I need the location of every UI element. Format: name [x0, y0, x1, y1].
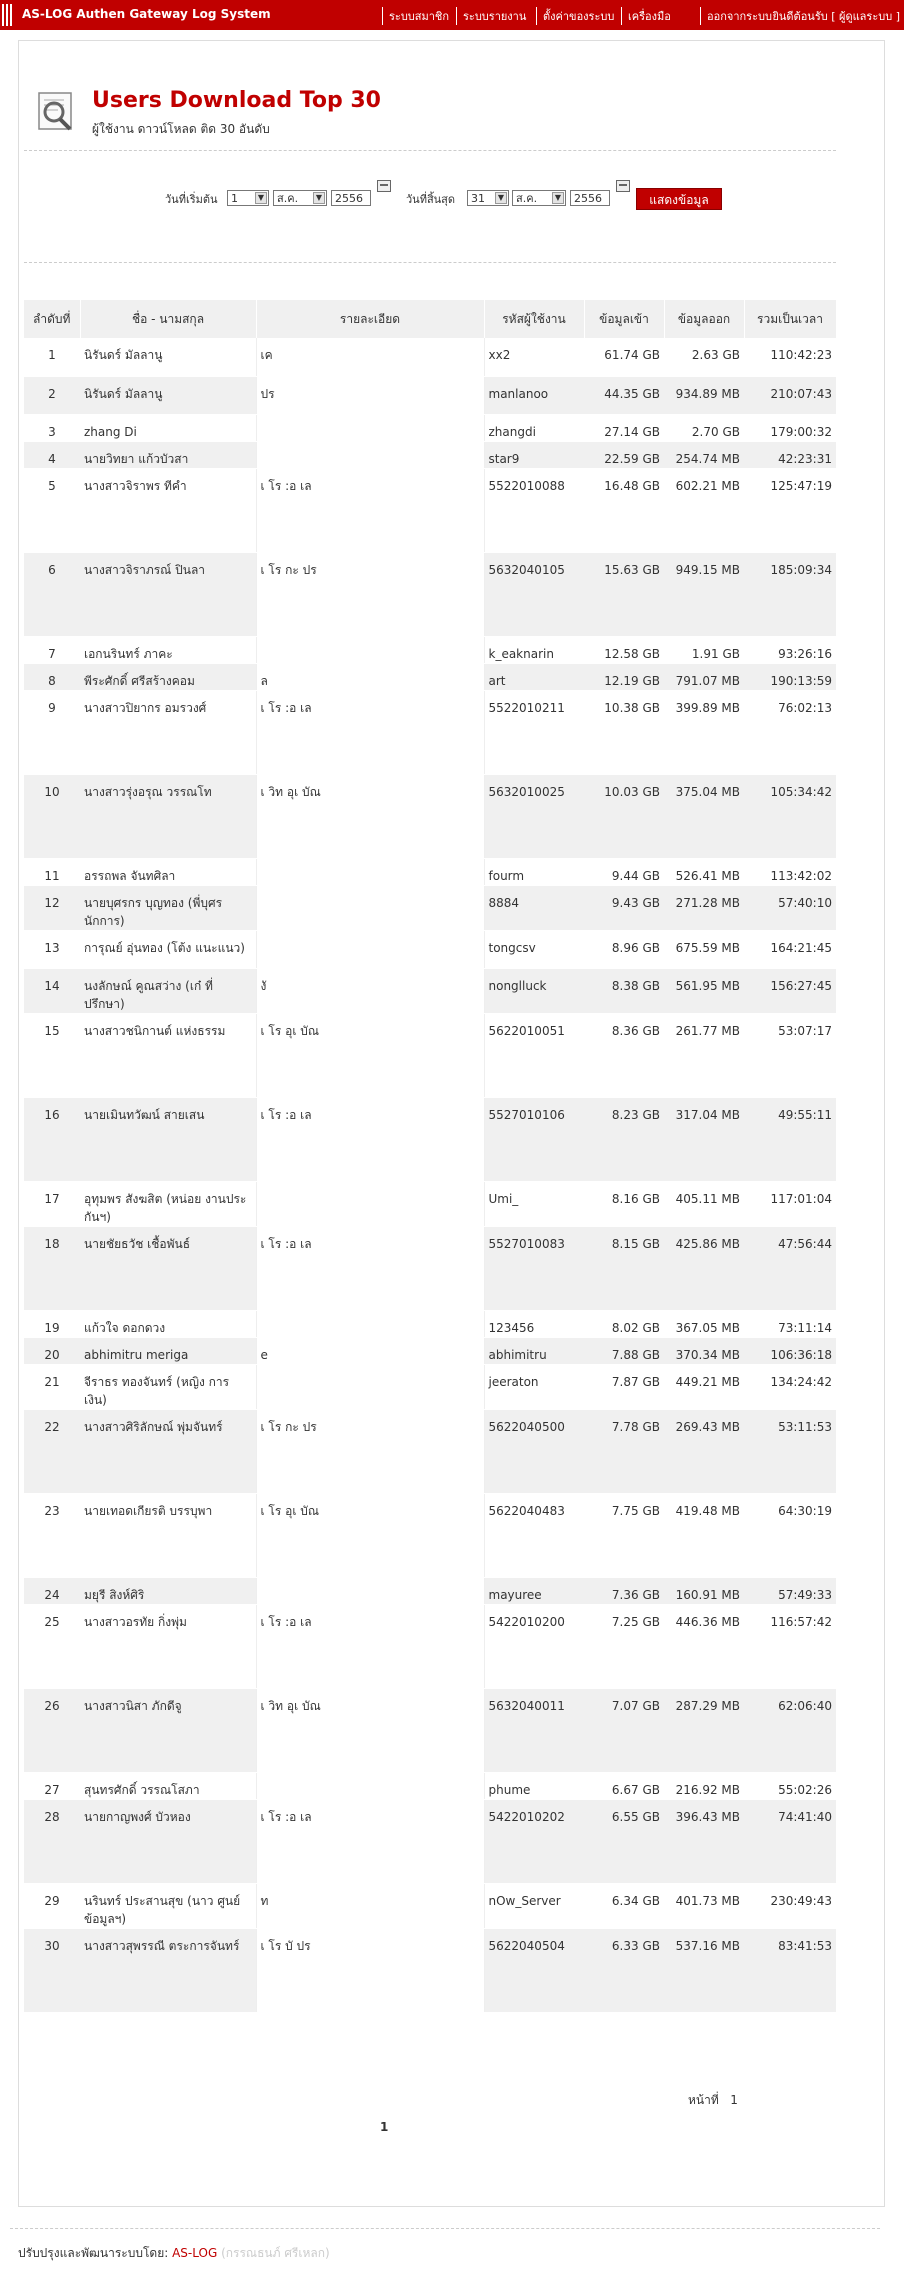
- cell-in: 6.33 GB: [584, 1928, 664, 2012]
- cell-in: 9.43 GB: [584, 885, 664, 930]
- start-date-label: วันที่เริ่มต้น: [165, 193, 218, 206]
- cell-in: 8.38 GB: [584, 968, 664, 1013]
- cell-detail: เ วิท อุเ บัณ: [256, 774, 484, 858]
- table-row: [24, 1310, 836, 1337]
- cell-detail: เ โร อุเ บัณ: [256, 1013, 484, 1097]
- cell-time: 53:11:53: [744, 1409, 836, 1493]
- cell-time: 73:11:14: [744, 1310, 836, 1337]
- cell-detail: เ โร อุเ บัณ: [256, 1493, 484, 1577]
- cell-time: 116:57:42: [744, 1604, 836, 1688]
- cell-detail: เ โร :อ เล: [256, 690, 484, 774]
- table-row: [24, 1181, 836, 1226]
- divider: [24, 262, 836, 263]
- footer: [18, 2244, 330, 2263]
- cell-user: jeeraton: [484, 1364, 584, 1409]
- show-data-button[interactable]: แสดงข้อมูล: [636, 188, 722, 210]
- cell-no: 20: [24, 1337, 80, 1364]
- chevron-down-icon: ▼: [255, 192, 267, 204]
- cell-out: 269.43 MB: [664, 1409, 744, 1493]
- cell-in: 44.35 GB: [584, 376, 664, 414]
- app-title: AS-LOG Authen Gateway Log System: [22, 7, 271, 21]
- cell-user: 5622040504: [484, 1928, 584, 2012]
- cell-out: 419.48 MB: [664, 1493, 744, 1577]
- cell-detail: [256, 1181, 484, 1226]
- cell-out: 2.70 GB: [664, 414, 744, 441]
- cell-out: 561.95 MB: [664, 968, 744, 1013]
- cell-detail: เ โร กะ ปร: [256, 1409, 484, 1493]
- cell-user: k_eaknarin: [484, 636, 584, 663]
- cell-out: 791.07 MB: [664, 663, 744, 690]
- cell-in: 16.48 GB: [584, 468, 664, 552]
- cell-detail: [256, 858, 484, 885]
- cell-name: อรรถพล จันทศิลา: [80, 858, 256, 885]
- table-row: [24, 1226, 836, 1310]
- cell-no: 14: [24, 968, 80, 1013]
- cell-user: 5632010025: [484, 774, 584, 858]
- cell-time: 125:47:19: [744, 468, 836, 552]
- cell-user: 8884: [484, 885, 584, 930]
- cell-name: แก้วใจ ดอกดวง: [80, 1310, 256, 1337]
- footer-author: (กรรณธนภ์ ศรีเหลก): [221, 2246, 330, 2260]
- cell-no: 17: [24, 1181, 80, 1226]
- cell-user: phume: [484, 1772, 584, 1799]
- cell-no: 27: [24, 1772, 80, 1799]
- cell-user: 5622040500: [484, 1409, 584, 1493]
- cell-no: 12: [24, 885, 80, 930]
- cell-no: 18: [24, 1226, 80, 1310]
- cell-detail: เ โร :อ เล: [256, 1604, 484, 1688]
- top-bar: [0, 0, 904, 30]
- cell-detail: [256, 1364, 484, 1409]
- cell-name: นายกาญพงศ์ บัวหอง: [80, 1799, 256, 1883]
- cell-detail: [256, 930, 484, 968]
- cell-no: 29: [24, 1883, 80, 1928]
- table-row: [24, 338, 836, 376]
- cell-user: abhimitru: [484, 1337, 584, 1364]
- cell-user: 5632040011: [484, 1688, 584, 1772]
- cell-name: zhang Di: [80, 414, 256, 441]
- cell-out: 425.86 MB: [664, 1226, 744, 1310]
- cell-no: 30: [24, 1928, 80, 2012]
- cell-out: 261.77 MB: [664, 1013, 744, 1097]
- cell-name: นางสาวชนิกานต์ แห่งธรรม: [80, 1013, 256, 1097]
- cell-detail: เ โร กะ ปร: [256, 552, 484, 636]
- cell-time: 105:34:42: [744, 774, 836, 858]
- cell-detail: ล: [256, 663, 484, 690]
- cell-name: นงลักษณ์ คูณสว่าง (เก๋ ที่ปรึกษา): [80, 968, 256, 1013]
- page-subtitle: ผู้ใช้งาน ดาวน์โหลด ติด 30 อันดับ: [92, 122, 270, 136]
- cell-out: 367.05 MB: [664, 1310, 744, 1337]
- cell-name: จีราธร ทองจันทร์ (หญิง การเงิน): [80, 1364, 256, 1409]
- cell-in: 12.19 GB: [584, 663, 664, 690]
- cell-name: นายเทอดเกียรติ บรรบุพา: [80, 1493, 256, 1577]
- table-row: [24, 1364, 836, 1409]
- cell-detail: ปร: [256, 376, 484, 414]
- cell-in: 7.75 GB: [584, 1493, 664, 1577]
- cell-name: นางสาวศิริลักษณ์ พุ่มจันทร์: [80, 1409, 256, 1493]
- cell-name: นายเมินทวัฒน์ สายเสน: [80, 1097, 256, 1181]
- cell-time: 117:01:04: [744, 1181, 836, 1226]
- cell-out: 1.91 GB: [664, 636, 744, 663]
- cell-out: 254.74 MB: [664, 441, 744, 468]
- start-day-select[interactable]: 1 ▼: [227, 190, 269, 206]
- welcome-user: ยินดีต้อนรับ [ ผู้ดูแลระบบ ]: [772, 10, 900, 23]
- cell-time: 42:23:31: [744, 441, 836, 468]
- table-row: [24, 1337, 836, 1364]
- cell-detail: งั: [256, 968, 484, 1013]
- cell-name: มยุรี สิงห์ศิริ: [80, 1577, 256, 1604]
- cell-in: 8.16 GB: [584, 1181, 664, 1226]
- cell-in: 27.14 GB: [584, 414, 664, 441]
- cell-out: 375.04 MB: [664, 774, 744, 858]
- header-name: ชื่อ - นามสกุล: [80, 300, 256, 338]
- table-row: [24, 1493, 836, 1577]
- cell-in: 8.23 GB: [584, 1097, 664, 1181]
- nav-settings[interactable]: ตั้งค่าของระบบ: [536, 7, 614, 25]
- download-table: [24, 300, 837, 2013]
- cell-out: 287.29 MB: [664, 1688, 744, 1772]
- cell-in: 6.34 GB: [584, 1883, 664, 1928]
- cell-no: 22: [24, 1409, 80, 1493]
- cell-time: 47:56:44: [744, 1226, 836, 1310]
- calendar-icon[interactable]: [616, 180, 630, 192]
- table-row: [24, 858, 836, 885]
- cell-detail: [256, 441, 484, 468]
- cell-in: 8.96 GB: [584, 930, 664, 968]
- cell-detail: เค: [256, 338, 484, 376]
- table-row: [24, 1688, 836, 1772]
- cell-name: อุทุมพร สังฆสิต (หน่อย งานประกันฯ): [80, 1181, 256, 1226]
- cell-detail: [256, 636, 484, 663]
- cell-time: 113:42:02: [744, 858, 836, 885]
- cell-name: การุณย์ อุ่นทอง (โต้ง แนะแนว): [80, 930, 256, 968]
- cell-time: 53:07:17: [744, 1013, 836, 1097]
- cell-time: 110:42:23: [744, 338, 836, 376]
- cell-out: 401.73 MB: [664, 1883, 744, 1928]
- cell-out: 271.28 MB: [664, 885, 744, 930]
- cell-in: 8.02 GB: [584, 1310, 664, 1337]
- cell-in: 7.87 GB: [584, 1364, 664, 1409]
- cell-no: 16: [24, 1097, 80, 1181]
- cell-detail: เ โร :อ เล: [256, 1097, 484, 1181]
- cell-time: 74:41:40: [744, 1799, 836, 1883]
- calendar-icon[interactable]: [377, 180, 391, 192]
- cell-user: nOw_Server: [484, 1883, 584, 1928]
- cell-no: 7: [24, 636, 80, 663]
- cell-name: abhimitru meriga: [80, 1337, 256, 1364]
- cell-in: 7.25 GB: [584, 1604, 664, 1688]
- header-time: รวมเป็นเวลา: [744, 300, 836, 338]
- cell-in: 61.74 GB: [584, 338, 664, 376]
- cell-in: 10.03 GB: [584, 774, 664, 858]
- cell-user: Umi_: [484, 1181, 584, 1226]
- cell-time: 55:02:26: [744, 1772, 836, 1799]
- cell-no: 23: [24, 1493, 80, 1577]
- table-row: [24, 468, 836, 552]
- table-row: [24, 690, 836, 774]
- cell-in: 12.58 GB: [584, 636, 664, 663]
- page-indicator: [688, 2091, 738, 2110]
- cell-name: นางสาวจิราพร ทีคำ: [80, 468, 256, 552]
- cell-user: 5632040105: [484, 552, 584, 636]
- cell-no: 13: [24, 930, 80, 968]
- cell-time: 179:00:32: [744, 414, 836, 441]
- cell-time: 230:49:43: [744, 1883, 836, 1928]
- cell-detail: เ โร :อ เล: [256, 468, 484, 552]
- cell-time: 210:07:43: [744, 376, 836, 414]
- cell-out: 399.89 MB: [664, 690, 744, 774]
- cell-user: 5522010211: [484, 690, 584, 774]
- cell-user: star9: [484, 441, 584, 468]
- table-row: [24, 552, 836, 636]
- cell-out: 216.92 MB: [664, 1772, 744, 1799]
- cell-no: 26: [24, 1688, 80, 1772]
- cell-time: 185:09:34: [744, 552, 836, 636]
- end-date-label: วันที่สิ้นสุด: [406, 193, 456, 206]
- table-row: [24, 1409, 836, 1493]
- footer-divider: [10, 2228, 880, 2229]
- cell-detail: e: [256, 1337, 484, 1364]
- table-row: [24, 1604, 836, 1688]
- page-label: หน้าที่: [688, 2093, 719, 2107]
- footer-brand-link[interactable]: AS-LOG: [172, 2246, 218, 2260]
- cell-name: นางสาวสุพรรณี ตระการจันทร์: [80, 1928, 256, 2012]
- cell-no: 25: [24, 1604, 80, 1688]
- cell-out: 602.21 MB: [664, 468, 744, 552]
- cell-name: นางสาวจิราภรณ์ ปินลา: [80, 552, 256, 636]
- cell-name: นิรันดร์ มัลลานู: [80, 338, 256, 376]
- page-title: Users Download Top 30: [92, 88, 381, 113]
- cell-time: 83:41:53: [744, 1928, 836, 2012]
- cell-in: 8.36 GB: [584, 1013, 664, 1097]
- cell-no: 9: [24, 690, 80, 774]
- cell-out: 526.41 MB: [664, 858, 744, 885]
- cell-time: 57:40:10: [744, 885, 836, 930]
- chevron-down-icon: ▼: [313, 192, 325, 204]
- cell-detail: [256, 885, 484, 930]
- cell-user: xx2: [484, 338, 584, 376]
- cell-time: 190:13:59: [744, 663, 836, 690]
- cell-no: 19: [24, 1310, 80, 1337]
- cell-in: 8.15 GB: [584, 1226, 664, 1310]
- cell-name: นางสาวอรทัย กิ่งพุ่ม: [80, 1604, 256, 1688]
- cell-no: 28: [24, 1799, 80, 1883]
- cell-no: 4: [24, 441, 80, 468]
- start-month-select[interactable]: ส.ค. ▼: [273, 190, 327, 206]
- table-row: [24, 636, 836, 663]
- cell-time: 134:24:42: [744, 1364, 836, 1409]
- cell-no: 24: [24, 1577, 80, 1604]
- cell-out: 949.15 MB: [664, 552, 744, 636]
- nav-reports[interactable]: ระบบรายงาน: [456, 7, 526, 25]
- table-row: [24, 1013, 836, 1097]
- chevron-down-icon: ▼: [552, 192, 564, 204]
- cell-out: 537.16 MB: [664, 1928, 744, 2012]
- cell-out: 449.21 MB: [664, 1364, 744, 1409]
- cell-detail: [256, 1310, 484, 1337]
- table-row: [24, 774, 836, 858]
- cell-user: fourm: [484, 858, 584, 885]
- cell-out: 934.89 MB: [664, 376, 744, 414]
- divider: [24, 150, 836, 151]
- cell-no: 5: [24, 468, 80, 552]
- cell-detail: เ โร :อ เล: [256, 1226, 484, 1310]
- cell-user: nonglluck: [484, 968, 584, 1013]
- cell-no: 6: [24, 552, 80, 636]
- table-row: [24, 885, 836, 930]
- cell-no: 11: [24, 858, 80, 885]
- header-no: ลำดับที่: [24, 300, 80, 338]
- table-row: [24, 663, 836, 690]
- cell-name: นายบุศรกร บุญทอง (พี่บุศร นักการ): [80, 885, 256, 930]
- cell-detail: [256, 1772, 484, 1799]
- cell-no: 8: [24, 663, 80, 690]
- cell-out: 2.63 GB: [664, 338, 744, 376]
- table-row: [24, 1772, 836, 1799]
- table-row: [24, 1928, 836, 2012]
- cell-time: 164:21:45: [744, 930, 836, 968]
- cell-detail: ท: [256, 1883, 484, 1928]
- end-year-input[interactable]: 2556: [570, 190, 610, 206]
- cell-user: 5527010106: [484, 1097, 584, 1181]
- table-row: [24, 1097, 836, 1181]
- table-row: [24, 968, 836, 1013]
- cell-user: 5422010202: [484, 1799, 584, 1883]
- cell-in: 22.59 GB: [584, 441, 664, 468]
- nav-tools[interactable]: เครื่องมือ: [621, 7, 671, 25]
- cell-user: 5422010200: [484, 1604, 584, 1688]
- footer-label: ปรับปรุงและพัฒนาระบบโดย:: [18, 2246, 169, 2260]
- cell-no: 3: [24, 414, 80, 441]
- cell-user: mayuree: [484, 1577, 584, 1604]
- cell-out: 396.43 MB: [664, 1799, 744, 1883]
- cell-in: 9.44 GB: [584, 858, 664, 885]
- cell-out: 317.04 MB: [664, 1097, 744, 1181]
- cell-user: 5527010083: [484, 1226, 584, 1310]
- cell-time: 76:02:13: [744, 690, 836, 774]
- table-row: [24, 441, 836, 468]
- cell-out: 370.34 MB: [664, 1337, 744, 1364]
- header-out: ข้อมูลออก: [664, 300, 744, 338]
- cell-time: 64:30:19: [744, 1493, 836, 1577]
- cell-detail: เ โร :อ เล: [256, 1799, 484, 1883]
- cell-time: 156:27:45: [744, 968, 836, 1013]
- cell-name: พีระศักดิ์ ศรีสร้างคอม: [80, 663, 256, 690]
- cell-no: 10: [24, 774, 80, 858]
- cell-name: เอกนรินทร์ ภาคะ: [80, 636, 256, 663]
- cell-no: 1: [24, 338, 80, 376]
- cell-user: 5622040483: [484, 1493, 584, 1577]
- cell-in: 10.38 GB: [584, 690, 664, 774]
- cell-name: นิรันดร์ มัลลานู: [80, 376, 256, 414]
- cell-user: art: [484, 663, 584, 690]
- cell-user: 5522010088: [484, 468, 584, 552]
- cell-in: 7.78 GB: [584, 1409, 664, 1493]
- cell-no: 15: [24, 1013, 80, 1097]
- cell-name: นรินทร์ ประสานสุข (นาว ศูนย์ข้อมูลฯ): [80, 1883, 256, 1928]
- start-year-input[interactable]: 2556: [331, 190, 371, 206]
- nav-members[interactable]: ระบบสมาชิก: [382, 7, 449, 25]
- cell-user: 123456: [484, 1310, 584, 1337]
- cell-name: นางสาวนิสา ภักดีจู: [80, 1688, 256, 1772]
- table-row: [24, 1799, 836, 1883]
- end-month-select[interactable]: ส.ค. ▼: [512, 190, 566, 206]
- cell-user: zhangdi: [484, 414, 584, 441]
- cell-user: manlanoo: [484, 376, 584, 414]
- cell-name: นายชัยธวัช เชื้อพันธ์: [80, 1226, 256, 1310]
- cell-detail: เ โร บั ปร: [256, 1928, 484, 2012]
- table-row: [24, 376, 836, 414]
- cell-detail: [256, 414, 484, 441]
- header-user: รหัสผู้ใช้งาน: [484, 300, 584, 338]
- cell-time: 49:55:11: [744, 1097, 836, 1181]
- cell-user: tongcsv: [484, 930, 584, 968]
- cell-time: 57:49:33: [744, 1577, 836, 1604]
- table-row: [24, 930, 836, 968]
- cell-no: 21: [24, 1364, 80, 1409]
- end-day-select[interactable]: 31 ▼: [467, 190, 509, 206]
- cell-detail: เ วิท อุเ บัณ: [256, 1688, 484, 1772]
- header-in: ข้อมูลเข้า: [584, 300, 664, 338]
- cell-time: 93:26:16: [744, 636, 836, 663]
- cell-in: 15.63 GB: [584, 552, 664, 636]
- cell-no: 2: [24, 376, 80, 414]
- table-header-row: [24, 300, 836, 338]
- table-row: [24, 414, 836, 441]
- cell-detail: [256, 1577, 484, 1604]
- cell-in: 7.88 GB: [584, 1337, 664, 1364]
- cell-in: 6.55 GB: [584, 1799, 664, 1883]
- header-detail: รายละเอียด: [256, 300, 484, 338]
- table-row: [24, 1577, 836, 1604]
- logo-stripes-icon: [2, 4, 16, 26]
- cell-in: 6.67 GB: [584, 1772, 664, 1799]
- cell-out: 405.11 MB: [664, 1181, 744, 1226]
- cell-out: 446.36 MB: [664, 1604, 744, 1688]
- page-value: 1: [730, 2093, 738, 2107]
- pagination-link[interactable]: 1: [380, 2120, 389, 2134]
- cell-out: 675.59 MB: [664, 930, 744, 968]
- cell-in: 7.36 GB: [584, 1577, 664, 1604]
- nav-logout[interactable]: ออกจากระบบ: [700, 7, 772, 25]
- cell-out: 160.91 MB: [664, 1577, 744, 1604]
- cell-time: 62:06:40: [744, 1688, 836, 1772]
- cell-name: นางสาวปิยากร อมรวงศ์: [80, 690, 256, 774]
- report-magnifier-icon: [36, 90, 78, 132]
- cell-user: 5622010051: [484, 1013, 584, 1097]
- cell-time: 106:36:18: [744, 1337, 836, 1364]
- cell-name: สุนทรศักดิ์ วรรณโสภา: [80, 1772, 256, 1799]
- cell-name: นายวิทยา แก้วบัวสา: [80, 441, 256, 468]
- cell-in: 7.07 GB: [584, 1688, 664, 1772]
- chevron-down-icon: ▼: [495, 192, 507, 204]
- cell-name: นางสาวรุ่งอรุณ วรรณโท: [80, 774, 256, 858]
- table-row: [24, 1883, 836, 1928]
